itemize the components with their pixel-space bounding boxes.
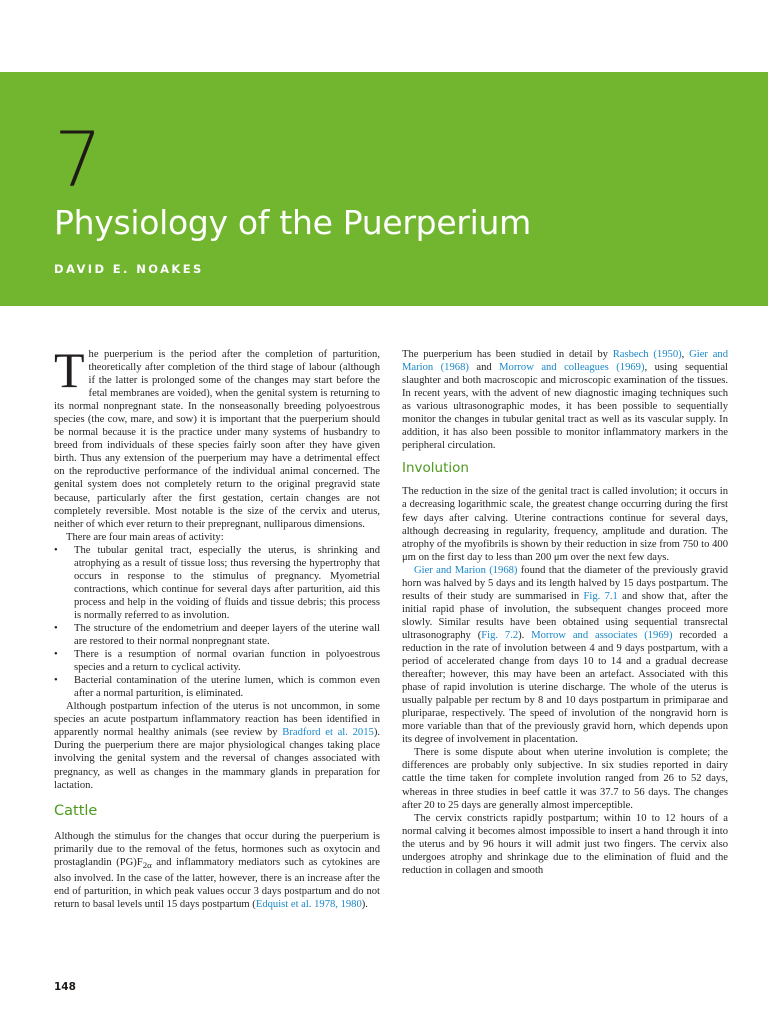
chapter-title: Physiology of the Puerperium <box>54 203 531 242</box>
citation-link[interactable]: Rasbech (1950) <box>612 349 682 360</box>
activity-list <box>54 544 380 701</box>
section-heading-involution: Involution <box>402 460 469 477</box>
citation-link[interactable]: Gier and Marion (1968) <box>402 349 729 374</box>
involution-paragraph: The reduction in the size of the genital tract is called involution; it occurs in a decreasing logarithmic scale, the greatest change occurring during the first few days after calving. Uterine contractions continue for several days, although decreasing in regularity, frequency, amplitude and duration. The atrophy of the myofibrils is shown by their reduction in size from 750 to 400 μm on the first day to less than 200 μm over the next few days. <box>402 486 728 563</box>
chapter-number: 7 <box>54 115 103 204</box>
gier-marion-paragraph: Gier and Marion (1968) found that the diameter of the previously gravid horn was halved by 5 days and its length halved by 15 days postpartum. The results of their study are summarised in Fig. 7.1 and show that, after the initial rapid phase of involution, the subsequent changes proceed more slowly. Similar results have been obtained using sequential transrectal ultrasonography (Fig. 7.2). Morrow and associates (1969) recorded a reduction in the rate of involution between 4 and 9 days postpartum, with a period of accelerated change from days 10 to 14 and a gradual decrease thereafter; however, this may have been an artefact. Associated with this phase of rapid involution is uterine discharge. The whole of the uterus is usually palpable per rectum by 8 and 10 days postpartum in primiparae and pluriparae, respectively. The speed of involution of the nongravid horn is more variable than that of the previously gravid horn, which depends upon its degree of involvement in placentation. <box>402 564 728 746</box>
list-item: • There is a resumption of normal ovarian function in polyoestrous species and a return to cyclical activity. <box>54 649 380 674</box>
citation-link[interactable]: Morrow and associates (1969) <box>531 629 673 641</box>
dispute-paragraph: There is some dispute about when uterine involution is complete; the differences are probably only subjective. In six studies reported in dairy cattle the time taken for complete involution ranged from 26 to 52 days, whereas in three studies in beef cattle it was 37.7 to 56 days. The changes after 20 to 25 days are generally almost imperceptible. <box>402 747 728 811</box>
list-item: • The tubular genital tract, especially the uterus, is shrinking and atrophying as a result of tissue loss; thus reversing the hypertrophy that occurs in response to the stimulus of pregnancy. Myometrial contractions, which continue for several days after parturition, aid this process and help in the voiding of fluids and tissue debris; this process is normally referred to as involution. <box>54 544 380 621</box>
citation-link[interactable]: Edquist et al. 1978, 1980 <box>255 898 362 910</box>
figure-link[interactable]: Fig. 7.2 <box>481 629 519 641</box>
cervix-paragraph: The cervix constricts rapidly postpartum; within 10 to 12 hours of a normal calving it becomes almost impossible to insert a hand through it into the uterus and by 96 hours it will admit just two fingers. The cervix also undergoes atrophy and shrinkage due to the elimination of fluid and the reduction in collagen and smooth <box>402 812 728 876</box>
section-heading-cattle: Cattle <box>54 802 98 819</box>
bullet-icon: • <box>54 544 58 556</box>
left-column <box>54 342 381 911</box>
citation-link[interactable]: Gier and Marion (1968) <box>414 564 518 576</box>
right-column <box>402 348 728 877</box>
list-item: • Bacterial contamination of the uterine lumen, which is common even after a normal parturition, is eliminated. <box>54 675 380 700</box>
page-number: 148 <box>54 981 76 993</box>
bullet-icon: • <box>54 622 58 634</box>
activities-intro: There are four main areas of activity: <box>66 531 224 543</box>
figure-link[interactable]: Fig. 7.1 <box>583 590 618 602</box>
citation-link[interactable]: Bradford et al. 2015 <box>282 727 374 739</box>
chapter-author: DAVID E. NOAKES <box>54 262 204 276</box>
bullet-icon: • <box>54 675 58 687</box>
intro-paragraph: The puerperium is the period after the completion of parturition, theoretically after completion of the third stage of labour (although if the latter is prolonged some of the changes may start before the fetal membranes are voided), when the genital system is returning to its normal nonpregnant state. In the nonseasonally breeding polyoestrous species (the cow, mare, and sow) it is important that the puerperium should be normal because it is the practice under many systems of husbandry to breed from individuals of these species fairly soon after they have given birth. Thus any extension of the puerperium may have a detrimental effect on the reproductive performance of the individual animal concerned. The genital system does not completely return to the original pregravid state because, particularly after the first gestation, certain changes are not completely reversible. Most notable is the size of the cervix and uterus, neither of which ever return to their prepregnant, nulliparous dimensions. <box>54 342 380 530</box>
infection-paragraph: Although postpartum infection of the uterus is not uncommon, in some species an acute postpartum inflammatory reaction has been identified in apparently normal healthy animals (see review by Bradford et al. 2015). During the puerperium there are major physiological changes taking place involving the genital system and the reversal of changes associated with pregnancy, as well as changes in the mammary glands in preparation for lactation. <box>54 701 380 791</box>
cattle-paragraph: Although the stimulus for the changes that occur during the puerperium is primarily due to the removal of the fetus, hormones such as oxytocin and prostaglandin $(PG)F_{2\alpha}$ and inflammatory mediators such as cytokines are also involved. In the case of the latter, however, there is an increase after the end of parturition, in which peak values occur 3 days postpartum and do not return to basal levels until 15 days postpartum (Edquist et al. 1978, 1980). <box>54 830 381 910</box>
drop-cap: T <box>54 342 85 398</box>
citation-link[interactable]: Morrow and colleagues (1969) <box>499 362 645 374</box>
list-item: • The structure of the endometrium and deeper layers of the uterine wall are restored to their normal nonpregnant state. <box>54 622 380 648</box>
studies-paragraph: The puerperium has been studied in detail by Rasbech (1950), Gier and Marion (1968) and Morrow and colleagues (1969), using sequential slaughter and both macroscopic and microscopic examination of the tissues. In recent years, with the advent of new diagnostic imaging techniques such as various ultrasonographic modes, it has been possible to sequentially monitor the changes in tubular genital tract as well as its vascular supply. In addition, it has also been possible to monitor inflammatory markers in the peripheral circulation. <box>402 349 729 452</box>
bullet-icon: • <box>54 649 58 661</box>
